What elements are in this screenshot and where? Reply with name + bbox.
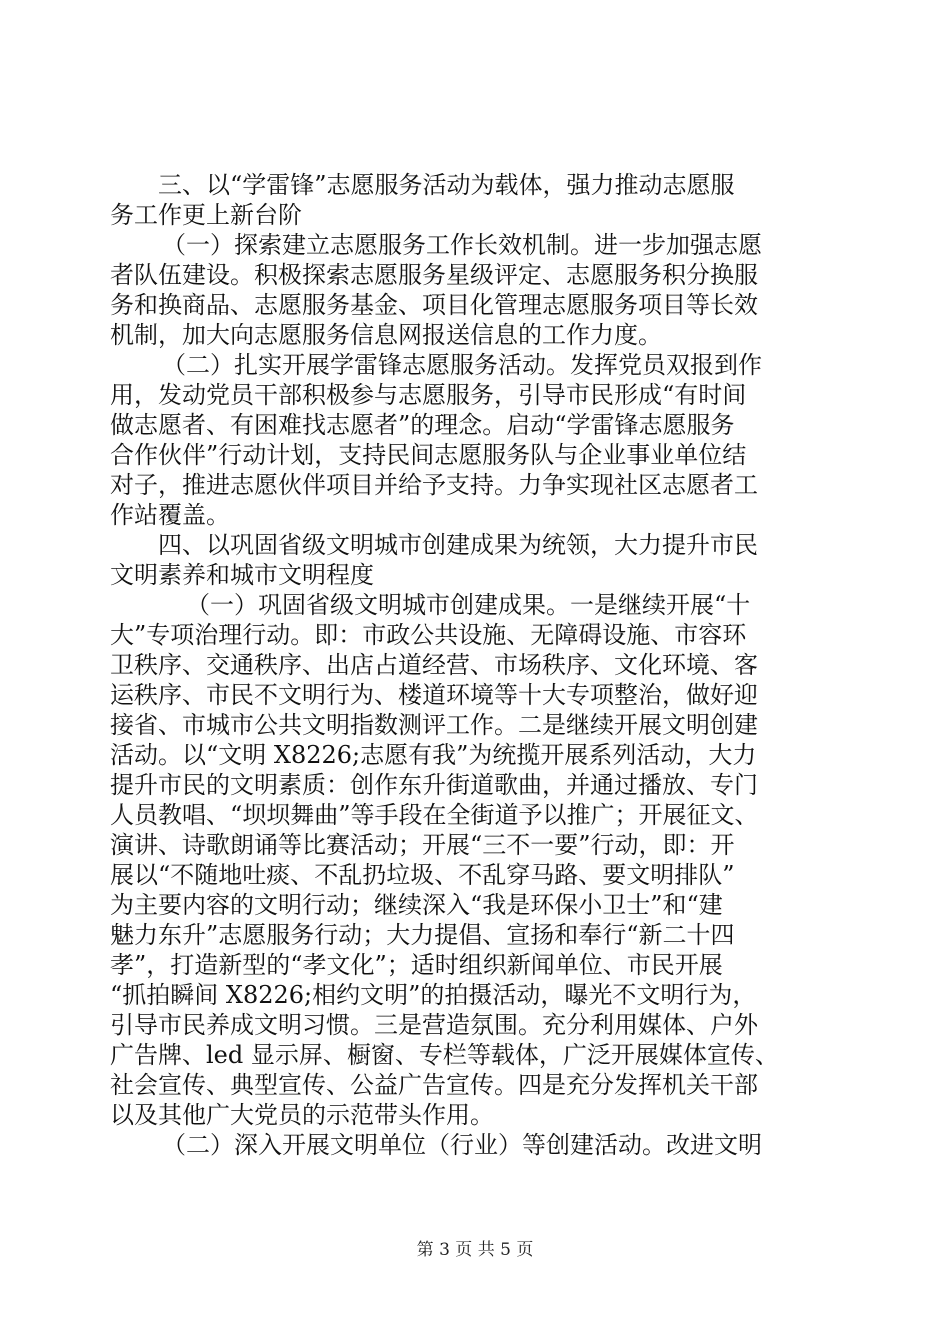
heading-section-3-line-1: 三、以“学雷锋”志愿服务活动为载体，强力推动志愿服 (158, 171, 735, 199)
paragraph-line: 对子，推进志愿伙伴项目并给予支持。力争实现社区志愿者工 (110, 471, 758, 499)
paragraph-line: 社会宣传、典型宣传、公益广告宣传。四是充分发挥机关干部 (110, 1071, 758, 1099)
paragraph-line: 运秩序、市民不文明行为、楼道环境等十大专项整治，做好迎 (110, 681, 758, 709)
paragraph-line: 孝”，打造新型的“孝文化”；适时组织新闻单位、市民开展 (110, 951, 723, 979)
paragraph-line: 者队伍建设。积极探索志愿服务星级评定、志愿服务积分换服 (110, 261, 758, 289)
paragraph-line: “抓拍瞬间 X8226;相约文明”的拍摄活动，曝光不文明行为， (110, 981, 757, 1009)
paragraph-line: 合作伙伴”行动计划，支持民间志愿服务队与企业事业单位结 (110, 441, 747, 469)
paragraph-line: 展以“不随地吐痰、不乱扔垃圾、不乱穿马路、要文明排队” (110, 861, 735, 889)
paragraph-line: 接省、市城市公共文明指数测评工作。二是继续开展文明创建 (110, 711, 758, 739)
paragraph-line: 机制，加大向志愿服务信息网报送信息的工作力度。 (110, 321, 662, 349)
paragraph-line: 大”专项治理行动。即：市政公共设施、无障碍设施、市容环 (110, 621, 747, 649)
paragraph-line: 活动。以“文明 X8226;志愿有我”为统揽开展系列活动，大力 (110, 741, 757, 769)
paragraph-line: 用，发动党员干部积极参与志愿服务，引导市民形成“有时间 (110, 381, 747, 409)
paragraph-line: 务和换商品、志愿服务基金、项目化管理志愿服务项目等长效 (110, 291, 758, 319)
paragraph-line: 引导市民养成文明习惯。三是营造氛围。充分利用媒体、户外 (110, 1011, 758, 1039)
paragraph-line: 作站覆盖。 (110, 501, 230, 529)
paragraph-line: 演讲、诗歌朗诵等比赛活动；开展“三不一要”行动，即：开 (110, 831, 735, 859)
paragraph-line: 人员教唱、“坝坝舞曲”等手段在全街道予以推广；开展征文、 (110, 801, 759, 829)
paragraph-line: （二）深入开展文明单位（行业）等创建活动。改进文明 (162, 1131, 762, 1159)
paragraph-line: 魅力东升”志愿服务行动；大力提倡、宣扬和奉行“新二十四 (110, 921, 735, 949)
paragraph-line: 做志愿者、有困难找志愿者”的理念。启动“学雷锋志愿服务 (110, 411, 735, 439)
page-number-footer: 第 3 页 共 5 页 (416, 1240, 534, 1260)
paragraph-line: （一）巩固省级文明城市创建成果。一是继续开展“十 (186, 591, 751, 619)
paragraph-line: 卫秩序、交通秩序、出店占道经营、市场秩序、文化环境、客 (110, 651, 758, 679)
paragraph-line: 以及其他广大党员的示范带头作用。 (110, 1101, 494, 1129)
paragraph-line: （二）扎实开展学雷锋志愿服务活动。发挥党员双报到作 (162, 351, 762, 379)
heading-section-4-line-2: 文明素养和城市文明程度 (110, 561, 374, 589)
heading-section-4-line-1: 四、以巩固省级文明城市创建成果为统领，大力提升市民 (158, 531, 758, 559)
heading-section-3-line-2: 务工作更上新台阶 (110, 201, 302, 229)
paragraph-line: 提升市民的文明素质：创作东升街道歌曲，并通过播放、专门 (110, 771, 758, 799)
paragraph-line: 为主要内容的文明行动；继续深入“我是环保小卫士”和“建 (110, 891, 723, 919)
paragraph-line: 广告牌、led 显示屏、橱窗、专栏等载体，广泛开展媒体宣传、 (110, 1041, 779, 1069)
paragraph-line: （一）探索建立志愿服务工作长效机制。进一步加强志愿 (162, 231, 762, 259)
